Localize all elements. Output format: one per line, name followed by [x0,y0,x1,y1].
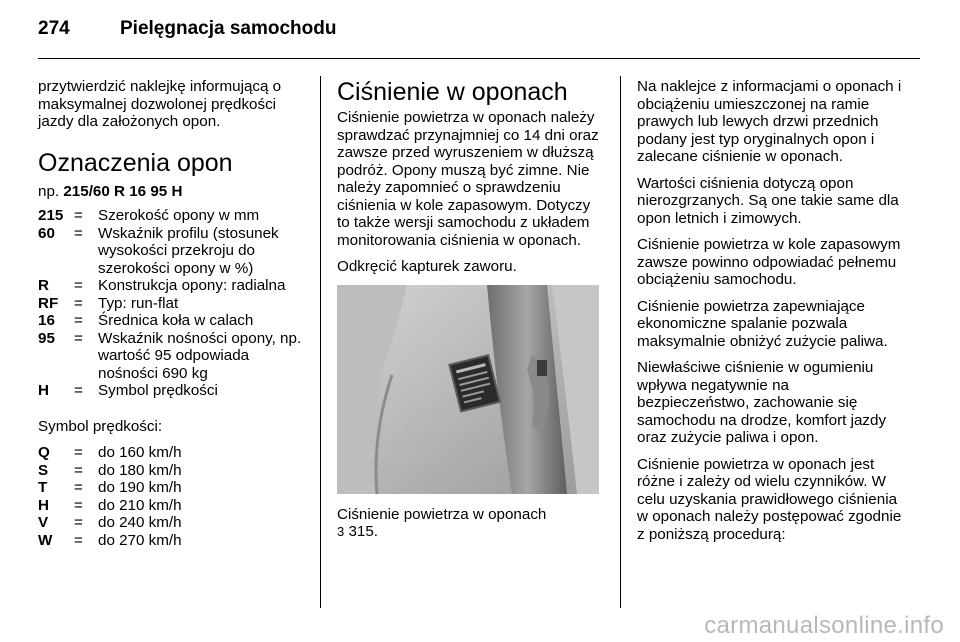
speed-symbol-separator: = [74,444,83,461]
speed-symbol-separator: = [74,461,83,479]
cross-reference [337,506,607,541]
pressure-info-paragraph: Ciśnienie powietrza zapewniające ekonomiczne spalanie pozwala maksymalnie obniżyć zużycie paliwa. [637,297,888,350]
intro-paragraph: przytwierdzić naklejkę informującą o maksymalnej dozwolonej prędkości jazdy dla założonych opon. [38,78,282,130]
speed-symbol-row [38,497,304,515]
speed-symbol-value: do 160 km/h [98,444,182,461]
cross-reference-text: Ciśnienie powietrza w oponach [337,505,547,523]
speed-symbol-separator: = [74,514,83,531]
definition-row [38,295,304,313]
definition-row [38,312,304,330]
pressure-info-paragraph: Ciśnienie powietrza w kole zapasowym zawsze powinno odpowiadać pełnemu obciążeniu samochodu. [637,236,901,288]
speed-symbol-key: H [38,496,49,514]
watermark: carmanualsonline.info [704,612,944,639]
speed-symbol-value: do 180 km/h [98,461,182,479]
definition-key: RF [38,294,59,312]
pressure-info-paragraph: Niewłaściwe ciśnienie w ogumieniu wpływa negatywnie na bezpieczeństwo, zachowanie się samochodu na drodze, komfort jazdy oraz zużycie paliwa i opon. [637,359,887,446]
valve-cap-instruction: Odkręcić kapturek zaworu. [337,258,517,275]
definition-separator: = [74,382,83,399]
pressure-check-paragraph: Ciśnienie powietrza w oponach należy sprawdzać przynajmniej co 14 dni oraz zawsze przed wyruszeniem w dłuższą podróż. Opony muszą być zimne. Nie należy zapomnieć o sprawdzeniu ciśnienia w kole zapasowym. Dotyczy to także wersji samochodu z układem monitorowania ciśnienia w oponach. [337,109,599,249]
definition-separator: = [74,312,83,329]
definition-value: Wskaźnik profilu (stosunek wysokości przekroju do szerokości opony w %) [98,224,279,277]
tire-code-example [38,183,304,201]
section-heading-tire-markings: Oznaczenia opon [38,148,233,177]
definition-row [38,277,304,295]
speed-symbol-value: do 270 km/h [98,531,182,549]
door-frame-sticker-photo [337,285,599,494]
definition-row [38,225,304,278]
column-2 [337,78,607,550]
definition-value: Średnica koła w calach [98,312,254,329]
definition-value: Typ: run-flat [98,294,179,312]
definition-separator: = [74,224,83,242]
speed-symbol-key: W [38,531,53,549]
speed-symbol-list [38,444,304,549]
definition-value: Symbol prędkości [98,382,218,399]
speed-symbol-row [38,479,304,497]
definition-key: 16 [38,312,55,329]
example-code: 215/60 R 16 95 H [63,182,183,200]
page-number: 274 [38,18,70,39]
column-3 [637,78,905,552]
definition-key: H [38,382,49,399]
speed-symbol-row [38,462,304,480]
speed-symbol-row [38,532,304,550]
example-prefix: np. [38,182,60,200]
speed-symbol-key: T [38,479,48,496]
reference-page: 315. [348,523,379,540]
speed-symbol-intro: Symbol prędkości: [38,417,163,435]
definition-key: 215 [38,207,64,224]
speed-symbol-value: do 240 km/h [98,514,182,531]
speed-symbol-separator: = [74,479,83,496]
speed-symbol-row [38,444,304,462]
chapter-title: Pielęgnacja samochodu [120,18,337,39]
speed-symbol-separator: = [74,531,83,549]
speed-symbol-key: S [38,461,49,479]
pressure-info-paragraph: Wartości ciśnienia dotyczą opon nierozgrzanych. Są one takie same dla opon letnich i zimowych. [637,174,899,227]
speed-symbol-key: Q [38,444,50,461]
column-divider-2 [620,76,621,608]
pressure-info-paragraph: Ciśnienie powietrza w oponach jest różne i zależy od wielu czynników. W celu uzyskania prawidłowego ciśnienia w oponach należy postępować zgodnie z poniższą procedurą: [637,455,902,543]
section-heading-tire-pressure: Ciśnienie w oponach [337,78,568,106]
speed-symbol-value: do 210 km/h [98,496,182,514]
definition-row [38,382,304,400]
definition-value: Wskaźnik nośności opony, np. wartość 95 odpowiada nośności 690 kg [98,329,302,382]
speed-symbol-separator: = [74,496,83,514]
tire-code-definitions [38,207,304,400]
definition-key: 60 [38,224,55,242]
definition-separator: = [74,329,83,347]
definition-value: Szerokość opony w mm [98,207,260,224]
speed-symbol-value: do 190 km/h [98,479,182,496]
column-1 [38,78,304,557]
speed-symbol-key: V [38,514,49,531]
definition-row [38,207,304,225]
pressure-info-paragraph: Na naklejce z informacjami o oponach i obciążeniu umieszczonej na ramie prawych lub lewych drzwi przednich podany jest typ oryginalnych opon i zalecane ciśnienie w oponach. [637,78,902,165]
definition-value: Konstrukcja opony: radialna [98,277,286,294]
reference-arrow-icon: 3 [337,524,345,539]
speed-symbol-row [38,514,304,532]
definition-row [38,330,304,383]
column-divider-1 [320,76,321,608]
page-header [38,18,336,40]
definition-separator: = [74,207,83,224]
definition-separator: = [74,277,83,294]
definition-key: 95 [38,329,55,347]
definition-key: R [38,277,49,294]
header-rule [38,58,920,59]
definition-separator: = [74,294,83,312]
